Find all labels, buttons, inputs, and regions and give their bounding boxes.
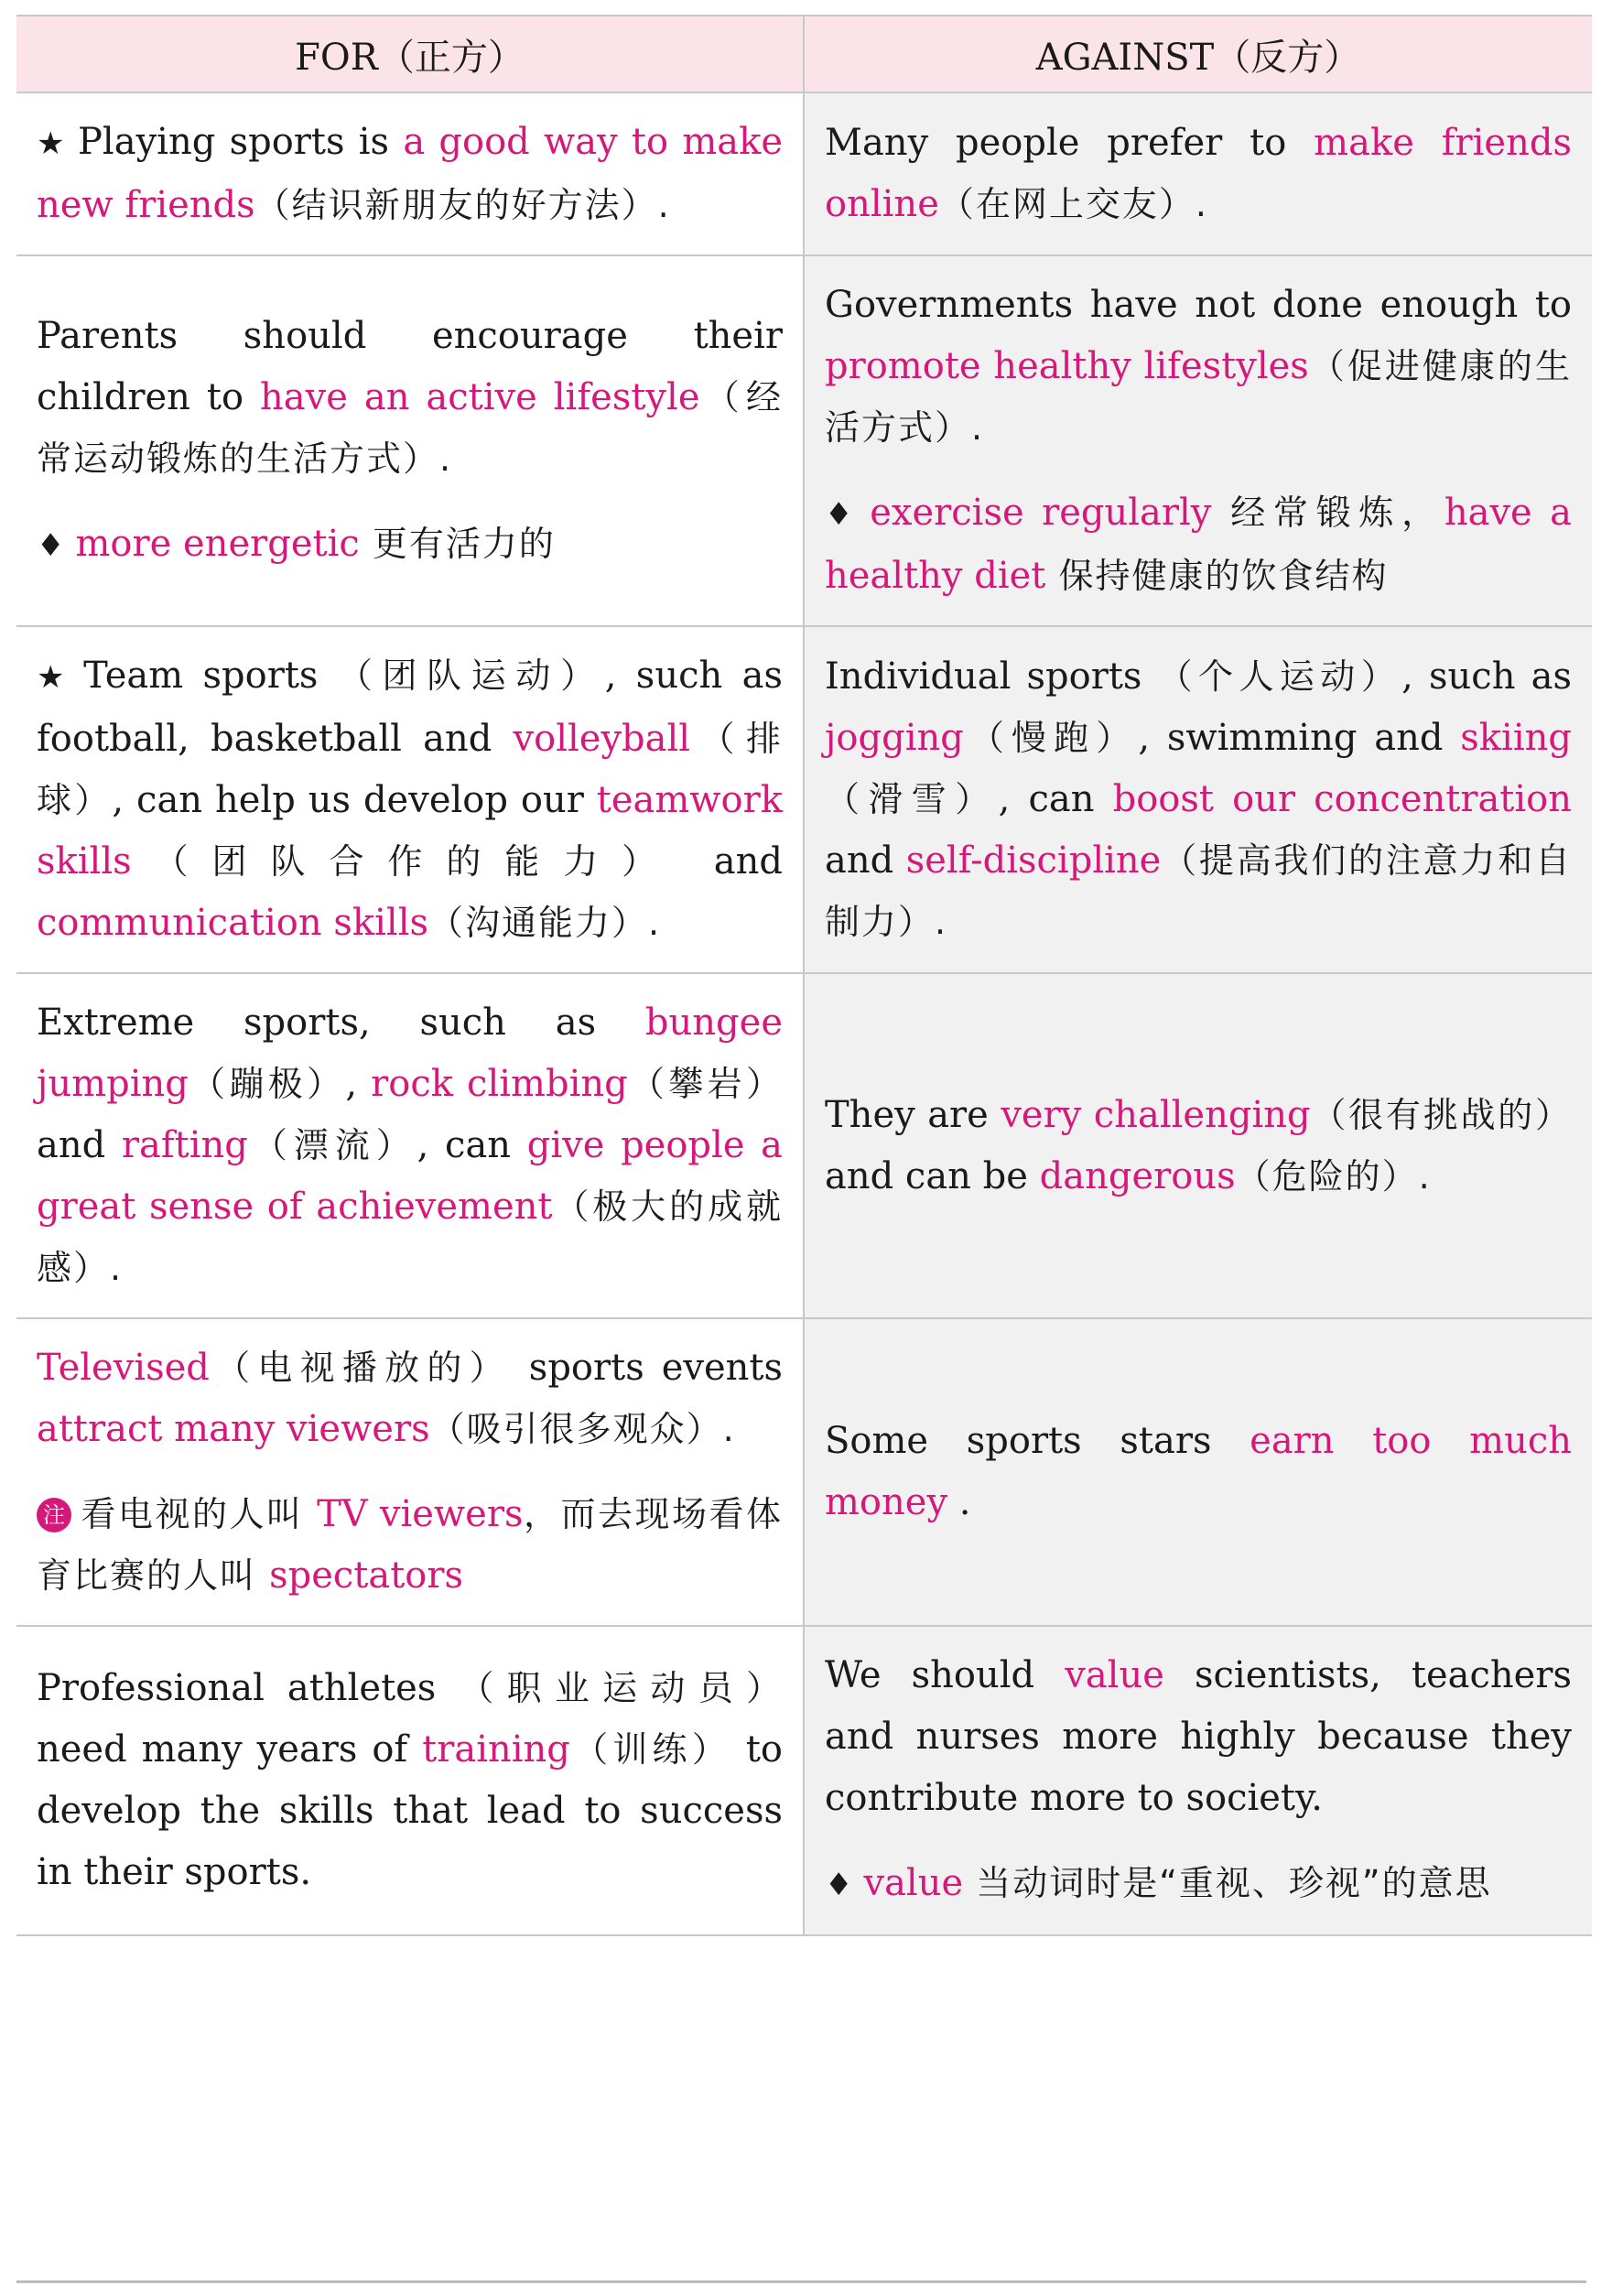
chinese-gloss: （滑雪） bbox=[825, 779, 999, 819]
cell-paragraph bbox=[37, 514, 783, 577]
highlight-phrase: have an active lifestyle bbox=[260, 375, 700, 418]
highlight-phrase: TV viewers bbox=[317, 1493, 524, 1535]
chinese-gloss: （促进健康的生活方式）. bbox=[825, 346, 1572, 448]
star-icon: ★ bbox=[37, 659, 73, 696]
chinese-gloss: （个人运动） bbox=[1157, 656, 1402, 697]
for-cell bbox=[16, 1626, 804, 1935]
highlight-phrase: boost our concentration bbox=[1112, 778, 1572, 820]
cell-paragraph bbox=[825, 113, 1572, 235]
for-cell bbox=[16, 1318, 804, 1626]
highlight-phrase: communication skills bbox=[37, 902, 429, 944]
chinese-gloss: 保持健康的饮食结构 bbox=[1045, 556, 1389, 596]
against-cell bbox=[804, 1318, 1592, 1626]
body-text: need many years of bbox=[37, 1728, 423, 1771]
cell-paragraph bbox=[37, 112, 783, 236]
body-text: Parents should encourage their children to bbox=[37, 314, 783, 418]
chinese-gloss: （训练） bbox=[569, 1729, 731, 1770]
body-text: , can help us develop our bbox=[112, 779, 597, 821]
highlight-phrase: very challenging bbox=[1001, 1093, 1311, 1136]
highlight-phrase: dangerous bbox=[1039, 1154, 1236, 1197]
table-row bbox=[16, 1626, 1592, 1935]
for-cell bbox=[16, 255, 804, 626]
body-text: scientists, teachers and nurses more highly because they contribute more to society. bbox=[825, 1654, 1572, 1819]
cell-paragraph bbox=[37, 1484, 783, 1607]
body-text: Governments have not done enough to bbox=[825, 284, 1572, 326]
for-cell bbox=[16, 626, 804, 973]
chinese-gloss: （职业运动员） bbox=[459, 1668, 783, 1708]
chinese-gloss: 经常锻炼， bbox=[1211, 493, 1444, 533]
body-text: and bbox=[680, 840, 783, 883]
highlight-phrase: jogging bbox=[825, 717, 964, 759]
highlight-phrase: rafting bbox=[121, 1124, 248, 1166]
chinese-gloss: （危险的）. bbox=[1235, 1155, 1432, 1197]
highlight-phrase: more energetic bbox=[75, 522, 360, 565]
against-cell bbox=[804, 626, 1592, 973]
body-text: Many people prefer to bbox=[825, 122, 1314, 164]
cell-paragraph bbox=[825, 1645, 1572, 1829]
highlight-phrase: value bbox=[863, 1862, 964, 1904]
highlight-phrase: value bbox=[1065, 1654, 1164, 1696]
highlight-phrase: self-discipline bbox=[905, 839, 1162, 882]
body-text: Some sports stars bbox=[825, 1420, 1250, 1462]
chinese-gloss: （极大的成就感）. bbox=[37, 1186, 783, 1288]
cell-paragraph bbox=[825, 646, 1572, 953]
cell-paragraph bbox=[825, 275, 1572, 459]
chinese-gloss: 看电视的人叫 bbox=[81, 1494, 318, 1534]
for-header: FOR（正方） bbox=[16, 16, 804, 92]
highlight-phrase: rock climbing bbox=[371, 1063, 628, 1105]
table-row bbox=[16, 1318, 1592, 1626]
highlight-phrase: attract many viewers bbox=[37, 1408, 430, 1450]
table-row bbox=[16, 255, 1592, 626]
chinese-gloss: （沟通能力）. bbox=[428, 903, 662, 943]
cell-paragraph bbox=[37, 306, 783, 490]
body-text: and bbox=[37, 1124, 122, 1166]
body-text: , bbox=[345, 1063, 372, 1105]
chinese-gloss: （慢跑） bbox=[963, 718, 1139, 758]
diamond-bullet-icon: ♦ bbox=[825, 496, 860, 533]
body-text: and can be bbox=[825, 1154, 1040, 1197]
highlight-phrase: spectators bbox=[269, 1554, 464, 1597]
highlight-phrase: give people a great sense of achievement bbox=[37, 1124, 784, 1228]
body-text: to develop the skills that lead to success in their sports. bbox=[37, 1728, 783, 1893]
cell-paragraph bbox=[37, 992, 783, 1299]
star-icon: ★ bbox=[37, 125, 68, 162]
cell-paragraph bbox=[825, 1085, 1572, 1208]
highlight-phrase: Televised bbox=[37, 1347, 210, 1389]
body-text: , can bbox=[998, 778, 1113, 820]
table-row bbox=[16, 626, 1592, 973]
highlight-phrase: teamwork skills bbox=[37, 779, 783, 883]
body-text: . bbox=[947, 1481, 971, 1523]
chinese-gloss: （电视播放的） bbox=[209, 1348, 512, 1388]
cell-paragraph bbox=[37, 1338, 783, 1460]
chinese-gloss: （团队运动） bbox=[337, 655, 605, 696]
against-header: AGAINST（反方） bbox=[804, 16, 1592, 92]
highlight-phrase: training bbox=[422, 1728, 570, 1771]
highlight-phrase: make friends online bbox=[825, 122, 1572, 225]
highlight-phrase: skiing bbox=[1460, 717, 1572, 759]
diamond-bullet-icon: ♦ bbox=[37, 526, 65, 564]
chinese-gloss: （攀岩） bbox=[627, 1064, 783, 1104]
chinese-gloss: 更有活力的 bbox=[359, 523, 556, 564]
against-cell bbox=[804, 92, 1592, 255]
diamond-bullet-icon: ♦ bbox=[825, 1867, 853, 1903]
cell-paragraph bbox=[37, 645, 783, 954]
table-row bbox=[16, 973, 1592, 1318]
bottom-rule bbox=[16, 2280, 1586, 2283]
cell-paragraph bbox=[825, 1853, 1572, 1916]
table-row bbox=[16, 92, 1592, 255]
highlight-phrase: have a healthy diet bbox=[825, 492, 1572, 597]
cell-paragraph bbox=[825, 482, 1572, 607]
highlight-phrase: exercise regularly bbox=[870, 492, 1212, 534]
for-against-table bbox=[16, 15, 1592, 1936]
cell-paragraph bbox=[37, 1658, 783, 1903]
chinese-gloss: （提高我们的注意力和自制力）. bbox=[825, 840, 1572, 942]
for-cell bbox=[16, 92, 804, 255]
chinese-gloss: （结识新朋友的好方法）. bbox=[254, 185, 671, 225]
body-text: We should bbox=[825, 1654, 1066, 1696]
for-cell bbox=[16, 973, 804, 1318]
against-cell bbox=[804, 973, 1592, 1318]
highlight-phrase: volleyball bbox=[513, 718, 691, 760]
body-text: Professional athletes bbox=[37, 1667, 460, 1709]
body-text: They are bbox=[825, 1093, 1001, 1136]
chinese-gloss: （蹦极） bbox=[188, 1064, 346, 1104]
body-text: Extreme sports, such as bbox=[37, 1002, 645, 1044]
against-cell bbox=[804, 255, 1592, 626]
body-text: , such as football, basketball and bbox=[37, 655, 783, 760]
chinese-gloss: （排球） bbox=[37, 719, 783, 820]
cell-paragraph bbox=[825, 1411, 1572, 1533]
highlight-phrase: promote healthy lifestyles bbox=[825, 345, 1309, 387]
chinese-gloss: （吸引很多观众）. bbox=[429, 1409, 736, 1449]
highlight-phrase: earn too much money bbox=[825, 1420, 1573, 1523]
body-text: Team sports bbox=[83, 655, 338, 697]
chinese-gloss: 当动词时是“重视、珍视”的意思 bbox=[963, 1863, 1492, 1903]
chinese-gloss: （漂流） bbox=[247, 1125, 417, 1165]
body-text: Playing sports is bbox=[78, 121, 404, 163]
highlight-phrase: bungee jumping bbox=[37, 1002, 783, 1105]
body-text: sports events bbox=[511, 1347, 783, 1389]
body-text: Individual sports bbox=[825, 655, 1158, 698]
table-header-row bbox=[16, 16, 1592, 92]
body-text: , can bbox=[417, 1124, 527, 1166]
against-cell bbox=[804, 1626, 1592, 1935]
body-text: , such as bbox=[1401, 655, 1572, 698]
chinese-gloss: （很有挑战的） bbox=[1310, 1094, 1573, 1135]
highlight-phrase: a good way to make new friends bbox=[37, 121, 784, 226]
chinese-gloss: （在网上交友）. bbox=[938, 184, 1208, 224]
note-icon: 注 bbox=[37, 1498, 71, 1532]
body-text: and bbox=[825, 839, 906, 882]
chinese-gloss: ，而去现场看体育比赛的人叫 bbox=[37, 1494, 783, 1596]
body-text: , swimming and bbox=[1138, 717, 1461, 759]
chinese-gloss: （经常运动锻炼的生活方式）. bbox=[37, 376, 783, 479]
chinese-gloss: （团队合作的能力） bbox=[131, 841, 681, 882]
